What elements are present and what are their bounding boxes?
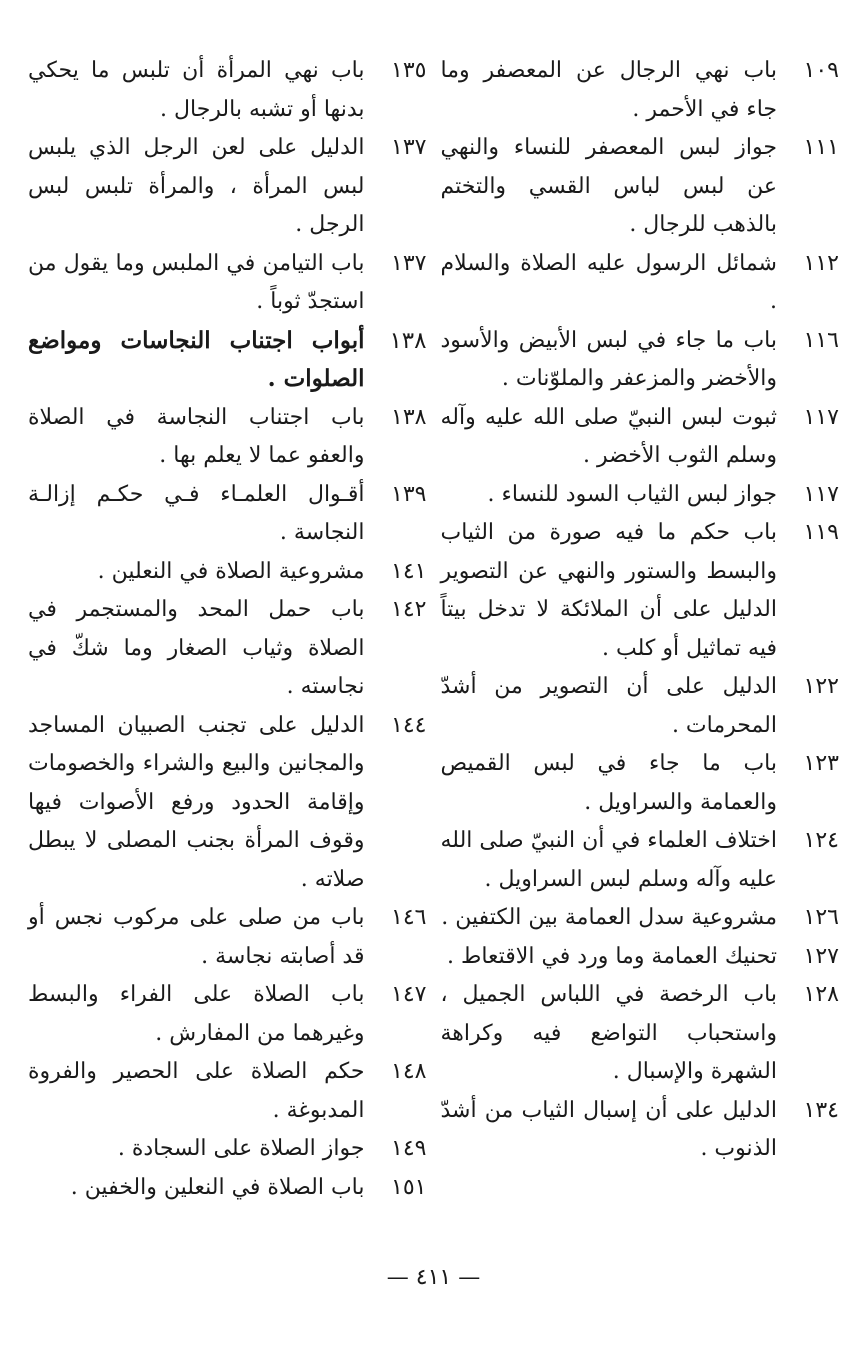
entry-page-number: ١٥١ <box>391 1174 427 1200</box>
entry-page-number: ١١٢ <box>803 250 839 276</box>
entry-page-number: ١٣٧ <box>391 135 427 160</box>
entry-title: الدليل على أن التصوير من أشدّ المحرمات . <box>440 674 777 738</box>
entry-title: حكم الصلاة على الحصير والفروة المدبوغة . <box>28 1059 365 1123</box>
entry-page-number: ١٢٧ <box>803 943 839 969</box>
entry-title: الدليل على لعن الرجل الذي يلبس لبس المرأة ، والمرأة تلبس لبس الرجل . <box>28 135 365 237</box>
entry-page-number: ١٤٢ <box>391 597 427 622</box>
entry-title: الدليل على تجنب الصبيان المساجد والمجانين والبيع والشراء والخصومات وإقامة الحدود ورفع الأصوات فيها وقوف المرأة بجنب المصلى لا يبطل صلاته . <box>28 712 365 892</box>
index-entry <box>441 52 840 129</box>
entry-title: تحنيك العمامة وما ورد في الاقتعاط . <box>446 943 777 969</box>
entry-title: أقـوال العلمـاء فـي حكـم إزالـة النجاسة . <box>28 481 365 545</box>
index-entry <box>28 976 427 1053</box>
entry-title: مشروعية سدل العمامة بين الكتفين . <box>441 905 777 930</box>
index-entry <box>441 245 840 322</box>
entry-title: باب نهي المرأة أن تلبس ما يحكي بدنها أو تشبه بالرجال . <box>28 58 365 122</box>
index-entry <box>441 322 840 399</box>
entry-page-number: ١٣٥ <box>391 58 427 83</box>
entry-page-number: ١١١ <box>803 135 839 160</box>
index-entry <box>28 399 427 476</box>
index-entry <box>28 1053 427 1130</box>
index-entry <box>441 129 840 245</box>
index-entry <box>441 1092 840 1169</box>
entry-page-number: ١٣٧ <box>391 250 427 276</box>
index-entry <box>28 322 427 399</box>
entry-page-number: ١١٧ <box>803 404 839 430</box>
index-entry <box>441 476 840 515</box>
index-entry <box>28 476 427 553</box>
index-entry <box>28 1169 427 1208</box>
entry-title: باب الرخصة في اللباس الجميل ، واستحباب التواضع فيه وكراهة الشهرة والإسبال . <box>440 982 777 1084</box>
index-entry <box>28 553 427 592</box>
entry-page-number: ١٢٦ <box>803 905 839 930</box>
index-entry <box>441 514 840 668</box>
index-entry <box>28 245 427 322</box>
entry-title: باب التيامن في الملبس وما يقول من استجدّ ثوباً . <box>28 250 365 314</box>
entry-page-number: ١١٦ <box>803 327 839 353</box>
entry-title: باب ما جاء في لبس الأبيض والأسود والأخضر والمزعفر والملوّنات . <box>440 327 777 391</box>
index-entry <box>28 591 427 707</box>
entry-page-number: ١٠٩ <box>803 58 839 83</box>
entry-title: باب حكم ما فيه صورة من الثياب والبسط والستور والنهي عن التصوير الدليل على أن الملائكة لا تدخل بيتاً فيه تماثيل أو كلب . <box>440 520 777 661</box>
entry-page-number: ١٢٤ <box>803 828 839 853</box>
entry-title: أبواب اجتناب النجاسات ومواضع الصلوات . <box>28 326 365 392</box>
index-entry <box>441 938 840 977</box>
entry-title: جواز لبس المعصفر للنساء والنهي عن لبس لباس القسي والتختم بالذهب للرجال . <box>440 135 777 237</box>
entry-page-number: ١٣٩ <box>391 481 427 507</box>
entry-title: جواز لبس الثياب السود للنساء . <box>487 481 777 507</box>
entry-title: باب الصلاة على الفراء والبسط وغيرهما من المفارش . <box>28 982 365 1046</box>
entry-page-number: ١٢٢ <box>803 674 839 699</box>
index-entry <box>441 899 840 938</box>
entry-page-number: ١٣٨ <box>389 327 427 354</box>
index-entry <box>441 976 840 1092</box>
entry-page-number: ١٤٦ <box>391 905 427 930</box>
index-entry <box>28 1130 427 1169</box>
entry-page-number: ١٤٤ <box>391 712 427 738</box>
entry-page-number: ١٤٨ <box>391 1059 427 1084</box>
right-column <box>441 52 840 1207</box>
index-entry <box>441 668 840 745</box>
page-number: — ٤١١ — <box>386 1265 481 1290</box>
index-entry <box>441 399 840 476</box>
index-entry <box>28 129 427 245</box>
entry-page-number: ١٤٧ <box>391 982 427 1007</box>
entry-title: باب اجتناب النجاسة في الصلاة والعفو عما لا يعلم بها . <box>28 404 365 468</box>
entry-page-number: ١٢٣ <box>803 751 839 776</box>
index-entry <box>28 52 427 129</box>
left-column <box>28 52 427 1207</box>
entry-page-number: ١٣٨ <box>391 404 427 430</box>
entry-title: باب نهي الرجال عن المعصفر وما جاء في الأحمر . <box>440 58 777 122</box>
index-page <box>28 52 839 1207</box>
entry-title: جواز الصلاة على السجادة . <box>117 1136 365 1161</box>
entry-title: اختلاف العلماء في أن النبيّ صلى الله عليه وآله وسلم لبس السراويل . <box>440 828 777 892</box>
index-entry <box>441 745 840 822</box>
entry-title: باب من صلى على مركوب نجس أو قد أصابته نجاسة . <box>28 905 365 969</box>
entry-page-number: ١١٩ <box>803 520 839 545</box>
entry-title: باب حمل المحد والمستجمر في الصلاة وثياب الصغار وما شكّ في نجاسته . <box>28 597 365 699</box>
entry-page-number: ١٤٩ <box>391 1136 427 1161</box>
index-entry <box>28 899 427 976</box>
index-entry <box>28 707 427 900</box>
index-entry <box>441 822 840 899</box>
entry-title: مشروعية الصلاة في النعلين . <box>97 558 365 584</box>
entry-page-number: ١٤١ <box>391 558 427 584</box>
entry-page-number: ١٢٨ <box>803 982 839 1007</box>
entry-page-number: ١١٧ <box>803 481 839 507</box>
entry-title: شمائل الرسول عليه الصلاة والسلام . <box>440 250 777 314</box>
entry-page-number: ١٣٤ <box>803 1097 839 1123</box>
entry-title: ثبوت لبس النبيّ صلى الله عليه وآله وسلم الثوب الأخضر . <box>440 404 777 468</box>
entry-title: الدليل على أن إسبال الثياب من أشدّ الذنوب . <box>440 1097 777 1161</box>
entry-title: باب ما جاء في لبس القميص والعمامة والسراويل . <box>440 751 777 815</box>
entry-title: باب الصلاة في النعلين والخفين . <box>70 1174 365 1200</box>
